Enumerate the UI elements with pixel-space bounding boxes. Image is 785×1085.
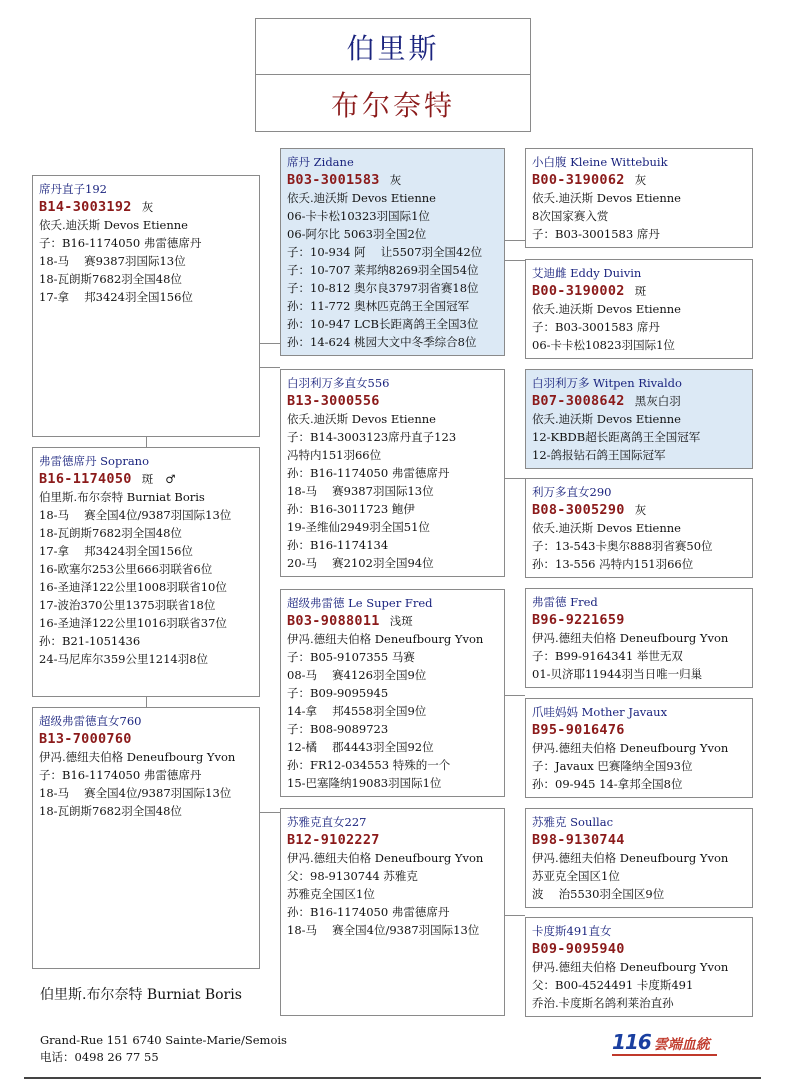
ring-number: B08-3005290: [532, 502, 625, 518]
logo-number: 116: [612, 1030, 651, 1054]
card-great-grandparent-6[interactable]: [525, 698, 753, 798]
info-line: 18-马 赛9387羽国际13位: [287, 484, 434, 498]
info-line: 子：13-543卡奥尔888羽省赛50位: [532, 539, 713, 553]
info-line: 01-贝济耶11944羽当日唯一归巢: [532, 667, 703, 681]
ring-number: B13-3000556: [287, 393, 380, 409]
info-line: 18-马 赛全国4位/9387羽国际13位: [287, 923, 480, 937]
ring-number: B03-9088011: [287, 613, 380, 629]
pigeon-color: 灰: [634, 503, 647, 517]
info-line: 伊冯.德纽夫伯格 Deneufbourg Yvon: [532, 631, 729, 645]
info-line: 依夭.迪沃斯 Devos Etienne: [287, 412, 436, 426]
pigeon-name: 超级弗雷德 Le Super Fred: [287, 596, 433, 610]
ring-number: B00-3190062: [532, 172, 625, 188]
info-line: 18-瓦朗斯7682羽全国48位: [39, 272, 182, 286]
info-line: 16-圣迪泽122公里1016羽联省37位: [39, 616, 227, 630]
card-great-grandparent-7[interactable]: [525, 808, 753, 908]
info-line: 08-马 赛4126羽全国9位: [287, 668, 427, 682]
info-line: 17-波治370公里1375羽联省18位: [39, 598, 216, 612]
pigeon-color: 斑: [634, 284, 647, 298]
info-line: 依夭.迪沃斯 Devos Etienne: [532, 302, 681, 316]
info-line: 依夭.迪沃斯 Devos Etienne: [532, 412, 681, 426]
card-great-grandparent-8[interactable]: [525, 917, 753, 1017]
connector: [505, 478, 525, 479]
info-line: 18-瓦朗斯7682羽全国48位: [39, 526, 182, 540]
family-name: 布尔奈特: [330, 88, 455, 122]
info-line: 子：B03-3001583 席丹: [532, 320, 660, 334]
connector: [505, 260, 525, 261]
connector: [260, 343, 280, 344]
info-line: 子：B16-1174050 弗雷德席丹: [39, 236, 202, 250]
pigeon-name: 苏雅克直女227: [287, 815, 367, 829]
pigeon-name: 卡度斯491直女: [532, 924, 612, 938]
pigeon-name: 席丹直子192: [39, 182, 107, 196]
info-line: 苏雅克全国区1位: [287, 887, 375, 901]
info-line: 伊冯.德纽夫伯格 Deneufbourg Yvon: [287, 632, 484, 646]
pigeon-name: 弗雷德 Fred: [532, 595, 598, 609]
info-line: 19-圣维仙2949羽全国51位: [287, 520, 430, 534]
contact-block: [40, 1032, 287, 1066]
info-line: 子：B08-9089723: [287, 722, 389, 736]
site-logo[interactable]: [612, 1030, 710, 1054]
info-line: 18-瓦朗斯7682羽全国48位: [39, 804, 182, 818]
bottom-divider: [24, 1077, 761, 1079]
info-line: 17-拿 邦3424羽全国156位: [39, 290, 193, 304]
info-line: 依夭.迪沃斯 Devos Etienne: [532, 191, 681, 205]
owner-name: 伯里斯.布尔奈特 Burniat Boris: [40, 987, 242, 1003]
info-line: 子：B14-3003123席丹直子123: [287, 430, 457, 444]
card-great-grandparent-1[interactable]: [525, 148, 753, 248]
info-line: 孙：13-556 冯特内151羽66位: [532, 557, 694, 571]
info-line: 依夭.迪沃斯 Devos Etienne: [532, 521, 681, 535]
connector: [146, 437, 147, 447]
info-line: 孙：B16-3011723 鲍伊: [287, 502, 415, 516]
card-grand-dam[interactable]: [280, 369, 505, 577]
info-line: 依夭.迪沃斯 Devos Etienne: [39, 218, 188, 232]
info-line: 父：B00-4524491 卡度斯491: [532, 978, 694, 992]
card-dam[interactable]: [32, 707, 260, 969]
info-line: 子：B09-9095945: [287, 686, 389, 700]
info-line: 孙：11-772 奥林匹克鸽王全国冠军: [287, 299, 470, 313]
pigeon-color: 灰: [634, 173, 647, 187]
logo-text: 雲端血統: [653, 1037, 710, 1053]
pigeon-color: 灰: [141, 200, 154, 214]
info-line: 伯里斯.布尔奈特 Burniat Boris: [39, 490, 205, 504]
info-line: 孙：B16-1174134: [287, 538, 389, 552]
ring-number: B96-9221659: [532, 612, 625, 628]
pigeon-name: 利万多直女290: [532, 485, 612, 499]
info-line: 16-圣迪泽122公里1008羽联省10位: [39, 580, 227, 594]
info-line: 16-欧塞尔253公里666羽联省6位: [39, 562, 213, 576]
pigeon-name: 爪哇妈妈 Mother Javaux: [532, 705, 668, 719]
card-grand-dam-dam-side[interactable]: [280, 808, 505, 1016]
info-line: 伊冯.德纽夫伯格 Deneufbourg Yvon: [287, 851, 484, 865]
connector: [146, 697, 147, 707]
pigeon-name: 白羽利万多 Witpen Rivaldo: [532, 376, 682, 390]
info-line: 12-KBDB超长距离鸽王全国冠军: [532, 430, 701, 444]
ring-number: B16-1174050: [39, 471, 132, 487]
card-grand-sire-dam-side[interactable]: [280, 589, 505, 797]
ring-number: B95-9016476: [532, 722, 625, 738]
connector: [505, 695, 525, 696]
info-line: 孙：FR12-034553 特殊的一个: [287, 758, 451, 772]
pigeon-name: 席丹 Zidane: [287, 155, 354, 169]
info-line: 伊冯.德纽夫伯格 Deneufbourg Yvon: [532, 741, 729, 755]
connector: [260, 812, 280, 813]
ring-number: B98-9130744: [532, 832, 625, 848]
info-line: 冯特内151羽66位: [287, 448, 382, 462]
info-line: 伊冯.德纽夫伯格 Deneufbourg Yvon: [532, 960, 729, 974]
info-line: 依夭.迪沃斯 Devos Etienne: [287, 191, 436, 205]
pigeon-name: 苏雅克 Soullac: [532, 815, 614, 829]
pigeon-name: 超级弗雷德直女760: [39, 714, 142, 728]
connector: [260, 367, 280, 368]
info-line: 24-马尼库尔359公里1214羽8位: [39, 652, 209, 666]
logo-underline: [612, 1054, 717, 1056]
ring-number: B00-3190002: [532, 283, 625, 299]
title-box: [255, 18, 531, 132]
ring-number: B12-9102227: [287, 832, 380, 848]
card-great-grandparent-2[interactable]: [525, 259, 753, 359]
info-line: 子：10-934 阿 让5507羽全国42位: [287, 245, 483, 259]
info-line: 14-拿 邦4558羽全国9位: [287, 704, 427, 718]
info-line: 18-马 赛9387羽国际13位: [39, 254, 186, 268]
info-line: 孙：10-947 LCB长距离鸽王全国3位: [287, 317, 479, 331]
card-great-grandparent-5[interactable]: [525, 588, 753, 688]
ring-number: B09-9095940: [532, 941, 625, 957]
pigeon-name: 白羽利万多直女556: [287, 376, 390, 390]
pigeon-name: 弗雷德席丹 Soprano: [39, 454, 150, 468]
address: Grand-Rue 151 6740 Sainte-Marie/Semois: [40, 1033, 287, 1047]
info-line: 孙：B16-1174050 弗雷德席丹: [287, 905, 450, 919]
pigeon-name: 小白腹 Kleine Wittebuik: [532, 155, 668, 169]
info-line: 伊冯.德纽夫伯格 Deneufbourg Yvon: [532, 851, 729, 865]
info-line: 12-橘 郡4443羽全国92位: [287, 740, 434, 754]
connector: [505, 915, 525, 916]
info-line: 伊冯.德纽夫伯格 Deneufbourg Yvon: [39, 750, 236, 764]
card-subject-hen[interactable]: [32, 175, 260, 437]
phone: 电话：0498 26 77 55: [40, 1050, 159, 1064]
info-line: 孙：B16-1174050 弗雷德席丹: [287, 466, 450, 480]
info-line: 06-阿尔比 5063羽全国2位: [287, 227, 427, 241]
info-line: 子：B16-1174050 弗雷德席丹: [39, 768, 202, 782]
card-great-grandparent-4[interactable]: [525, 478, 753, 578]
info-line: 子：Javaux 巴赛隆纳全国93位: [532, 759, 693, 773]
connector: [505, 240, 525, 241]
ring-number: B14-3003192: [39, 199, 132, 215]
info-line: 12-鸽报钻石鸽王国际冠军: [532, 448, 666, 462]
pigeon-color: 灰: [389, 173, 402, 187]
card-grand-sire[interactable]: [280, 148, 505, 356]
info-line: 18-马 赛全国4位/9387羽国际13位: [39, 508, 232, 522]
info-line: 06-卡卡松10823羽国际1位: [532, 338, 675, 352]
ring-number: B07-3008642: [532, 393, 625, 409]
info-line: 苏亚克全国区1位: [532, 869, 620, 883]
info-line: 乔治.卡度斯名鸽利莱治直孙: [532, 996, 674, 1010]
info-line: 8次国家赛入赏: [532, 209, 609, 223]
info-line: 18-马 赛全国4位/9387羽国际13位: [39, 786, 232, 800]
info-line: 波 治5530羽全国区9位: [532, 887, 665, 901]
ring-number: B03-3001583: [287, 172, 380, 188]
loft-name: 伯里斯: [256, 19, 530, 75]
info-line: 15-巴塞隆纳19083羽国际1位: [287, 776, 442, 790]
info-line: 子：B05-9107355 马赛: [287, 650, 415, 664]
info-line: 子：10-812 奥尔良3797羽省赛18位: [287, 281, 479, 295]
pigeon-color: 斑: [141, 472, 154, 486]
info-line: 20-马 赛2102羽全国94位: [287, 556, 434, 570]
info-line: 孙：09-945 14-拿邦全国8位: [532, 777, 683, 791]
pigeon-color: 浅斑: [389, 614, 413, 628]
card-great-grandparent-3[interactable]: [525, 369, 753, 469]
info-line: 子：B03-3001583 席丹: [532, 227, 660, 241]
info-line: 17-拿 邦3424羽全国156位: [39, 544, 193, 558]
info-line: 06-卡卡松10323羽国际1位: [287, 209, 430, 223]
info-line: 子：B99-9164341 举世无双: [532, 649, 683, 663]
info-line: 孙：14-624 桃园大文中冬季综合8位: [287, 335, 477, 349]
pigeon-color: 黑灰白羽: [634, 394, 681, 408]
male-symbol-icon: ♂: [165, 472, 176, 486]
ring-number: B13-7000760: [39, 731, 132, 747]
card-subject-cock[interactable]: [32, 447, 260, 697]
pigeon-name: 艾迪雌 Eddy Duivin: [532, 266, 642, 280]
info-line: 子：10-707 莱邦纳8269羽全国54位: [287, 263, 479, 277]
info-line: 父：98-9130744 苏雅克: [287, 869, 418, 883]
info-line: 孙：B21-1051436: [39, 634, 141, 648]
